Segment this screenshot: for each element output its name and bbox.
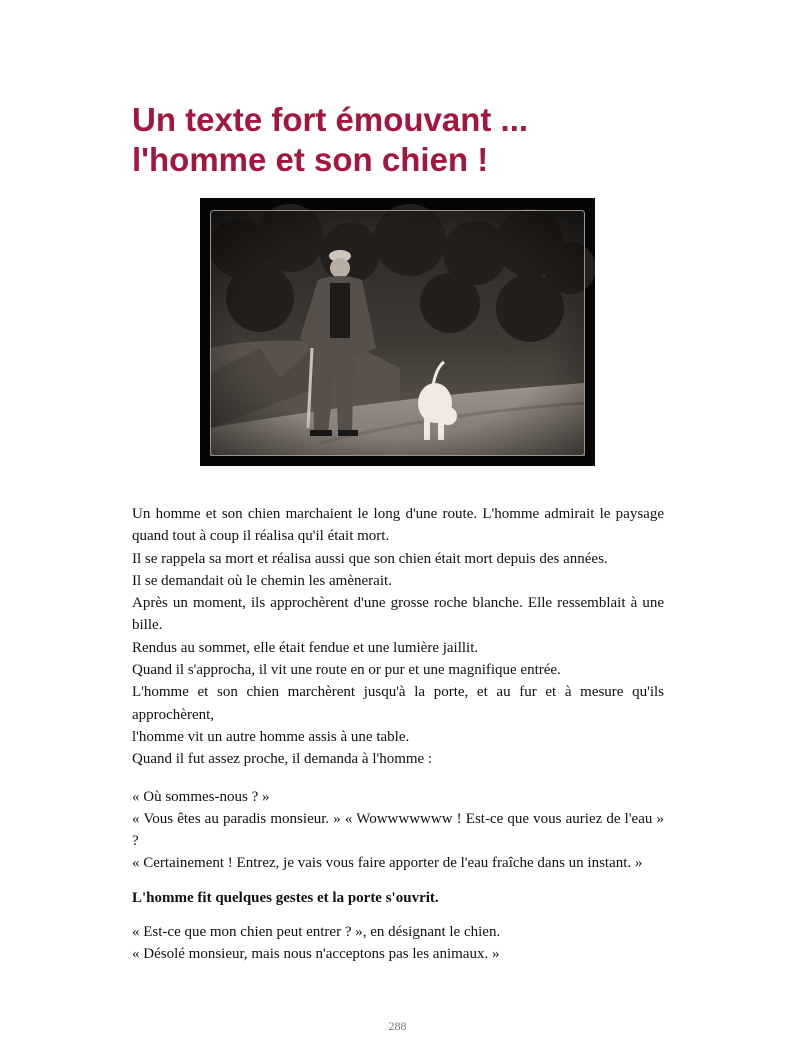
paragraph: Il se demandait où le chemin les amènerait.: [132, 572, 392, 589]
title-line-1: Un texte fort émouvant ...: [132, 101, 529, 138]
dialogue-line: « Vous êtes au paradis monsieur. » « Wowwwwwww ! Est-ce que vous auriez de l'eau » ?: [132, 810, 664, 850]
paragraph: Il se rappela sa mort et réalisa aussi que son chien était mort depuis des années.: [132, 550, 608, 567]
paragraph: Rendus au sommet, elle était fendue et une lumière jaillit.: [132, 639, 479, 656]
dialogue-line: « Désolé monsieur, mais nous n'acceptons pas les animaux. »: [132, 946, 500, 963]
paragraph: Après un moment, ils approchèrent d'une grosse roche blanche. Elle ressemblait à une bille.: [132, 595, 664, 634]
title-line-2: l'homme et son chien !: [132, 141, 489, 178]
paragraph: Un homme et son chien marchaient le long d'une route. L'homme admirait le paysage quand tout à coup il réalisa qu'il était mort.: [132, 506, 664, 545]
paragraph: l'homme vit un autre homme assis à une table.: [132, 728, 410, 745]
page-title: [132, 100, 732, 180]
dialogue-line: « Est-ce que mon chien peut entrer ? », en désignant le chien.: [132, 924, 501, 941]
bold-line: L'homme fit quelques gestes et la porte s'ouvrit.: [132, 889, 439, 906]
page-number: 288: [388, 1019, 407, 1033]
dialogue-line: « Où sommes-nous ? »: [132, 788, 270, 805]
story-text: [132, 503, 664, 966]
paragraph: Quand il fut assez proche, il demanda à l'homme :: [132, 751, 433, 768]
dialogue-line: « Certainement ! Entrez, je vais vous faire apporter de l'eau fraîche dans un instant. »: [132, 855, 643, 872]
man-with-cane-walking-dog-icon: [200, 198, 595, 466]
paragraph: Quand il s'approcha, il vit une route en or pur et une magnifique entrée.: [132, 662, 561, 679]
paragraph: L'homme et son chien marchèrent jusqu'à la porte, et au fur et à mesure qu'ils approchèrent,: [132, 684, 664, 723]
